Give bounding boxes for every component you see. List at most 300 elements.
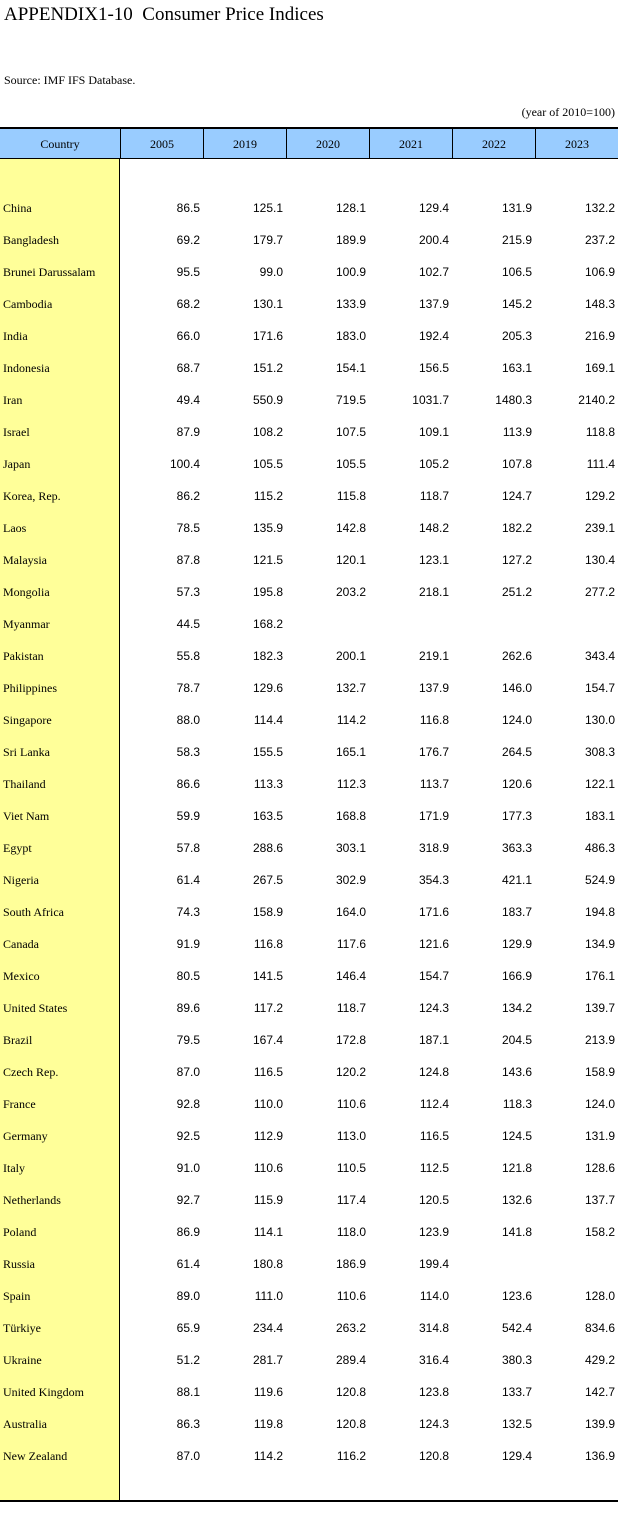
value-cell-2021: 354.3 (418, 873, 449, 887)
value-cell-2020: 120.2 (335, 1065, 366, 1079)
value-cell-2022 (462, 1248, 532, 1280)
table-row (0, 672, 618, 704)
value-cell-2019: 116.5 (253, 1065, 283, 1079)
value-cell-2023: 158.9 (584, 1065, 615, 1079)
value-cell-2023: 158.2 (584, 1225, 615, 1239)
value-cell-2021: 219.1 (418, 649, 449, 663)
header-2023: 2023 (535, 129, 618, 158)
value-cell-2005: 51.2 (176, 1353, 200, 1367)
value-cell-2005: 92.5 (176, 1129, 200, 1143)
value-cell-2021: 316.4 (418, 1353, 449, 1367)
value-cell-2022: 264.5 (501, 745, 532, 759)
value-cell-2019: 130.1 (252, 297, 283, 311)
value-cell-2020: 110.5 (336, 1161, 366, 1175)
value-cell-2023: 154.7 (584, 681, 615, 695)
value-cell-2020: 719.5 (335, 393, 366, 407)
value-cell-2022: 132.5 (501, 1417, 532, 1431)
value-cell-2020: 200.1 (335, 649, 366, 663)
value-cell-2020: 142.8 (335, 521, 366, 535)
value-cell-2020: 112.3 (336, 777, 366, 791)
country-name: China (3, 201, 32, 215)
value-cell-2020: 168.8 (335, 809, 366, 823)
value-cell-2022: 113.9 (502, 425, 532, 439)
country-name: Japan (3, 457, 31, 471)
value-cell-2022: 204.5 (501, 1033, 532, 1047)
value-cell-2019: 281.7 (252, 1353, 283, 1367)
table-row (0, 928, 618, 960)
table-row (0, 480, 618, 512)
value-cell-2005: 61.4 (176, 1257, 200, 1271)
value-cell-2019: 113.3 (253, 777, 283, 791)
country-name: Brazil (3, 1033, 33, 1047)
value-cell-2022: 141.8 (501, 1225, 532, 1239)
value-cell-2023: 213.9 (584, 1033, 615, 1047)
country-name: Pakistan (3, 649, 44, 663)
value-cell-2021: 116.8 (419, 713, 449, 727)
value-cell-2005: 44.5 (176, 617, 200, 631)
table-row (0, 1216, 618, 1248)
value-cell-2023: 136.9 (584, 1449, 615, 1463)
table-row (0, 1152, 618, 1184)
value-cell-2021: 123.8 (418, 1385, 449, 1399)
page-title: APPENDIX1-10 Consumer Price Indices (4, 4, 324, 25)
value-cell-2023: 128.6 (584, 1161, 615, 1175)
value-cell-2021: 314.8 (418, 1321, 449, 1335)
value-cell-2023 (545, 608, 615, 640)
cpi-table (0, 127, 618, 1502)
value-cell-2005: 86.3 (176, 1417, 200, 1431)
value-cell-2019: 116.8 (253, 937, 283, 951)
country-name: United States (3, 1001, 68, 1015)
value-cell-2022: 421.1 (501, 873, 532, 887)
value-cell-2020: 117.4 (336, 1193, 366, 1207)
value-cell-2019: 110.0 (253, 1097, 283, 1111)
value-cell-2019: 267.5 (252, 873, 283, 887)
value-cell-2020: 114.2 (336, 713, 366, 727)
value-cell-2021: 124.8 (418, 1065, 449, 1079)
value-cell-2021 (379, 608, 449, 640)
value-cell-2020: 100.9 (335, 265, 366, 279)
value-cell-2023: 129.2 (584, 489, 615, 503)
value-cell-2005: 100.4 (169, 457, 200, 471)
table-row (0, 864, 618, 896)
value-cell-2022: 133.7 (501, 1385, 532, 1399)
value-cell-2005: 68.7 (176, 361, 200, 375)
value-cell-2020: 115.8 (336, 489, 366, 503)
table-header (0, 129, 618, 159)
value-cell-2023: 486.3 (584, 841, 615, 855)
value-cell-2005: 66.0 (176, 329, 200, 343)
value-cell-2021: 200.4 (418, 233, 449, 247)
value-cell-2022: 107.8 (501, 457, 532, 471)
value-cell-2019: 158.9 (252, 905, 283, 919)
value-cell-2023: 118.8 (585, 425, 615, 439)
value-cell-2023: 277.2 (584, 585, 615, 599)
table-row (0, 1376, 618, 1408)
value-cell-2020: 303.1 (335, 841, 366, 855)
value-cell-2005: 86.9 (176, 1225, 200, 1239)
value-cell-2021: 148.2 (418, 521, 449, 535)
value-cell-2022: 215.9 (501, 233, 532, 247)
country-name: Netherlands (3, 1193, 61, 1207)
value-cell-2020: 118.0 (336, 1225, 366, 1239)
table-row (0, 704, 618, 736)
table-body (0, 192, 618, 1472)
value-cell-2023: 142.7 (584, 1385, 615, 1399)
value-cell-2020: 120.1 (335, 553, 366, 567)
value-cell-2023: 134.9 (584, 937, 615, 951)
value-cell-2022: 182.2 (501, 521, 532, 535)
country-name: Thailand (3, 777, 46, 791)
value-cell-2005: 87.0 (176, 1065, 200, 1079)
value-cell-2020: 132.7 (335, 681, 366, 695)
value-cell-2023: 239.1 (584, 521, 615, 535)
value-cell-2023: 834.6 (584, 1321, 615, 1335)
value-cell-2019: 151.2 (252, 361, 283, 375)
table-row (0, 832, 618, 864)
value-cell-2023: 106.9 (584, 265, 615, 279)
value-cell-2022: 205.3 (501, 329, 532, 343)
value-cell-2022: 106.5 (501, 265, 532, 279)
value-cell-2023: 128.0 (584, 1289, 615, 1303)
value-cell-2020: 128.1 (335, 201, 366, 215)
header-2005: 2005 (120, 129, 203, 158)
value-cell-2019: 182.3 (252, 649, 283, 663)
country-name: New Zealand (3, 1449, 68, 1463)
country-name: Russia (3, 1257, 36, 1271)
value-cell-2023: 130.4 (584, 553, 615, 567)
value-cell-2005: 92.7 (176, 1193, 200, 1207)
value-cell-2023: 122.1 (584, 777, 615, 791)
value-cell-2005: 87.0 (176, 1449, 200, 1463)
value-cell-2020: 186.9 (335, 1257, 366, 1271)
value-cell-2005: 55.8 (176, 649, 200, 663)
value-cell-2005: 87.9 (176, 425, 200, 439)
value-cell-2022: 542.4 (501, 1321, 532, 1335)
country-name: Australia (3, 1417, 47, 1431)
value-cell-2020: 116.2 (336, 1449, 366, 1463)
header-2021: 2021 (369, 129, 452, 158)
value-cell-2019: 234.4 (252, 1321, 283, 1335)
value-cell-2005: 57.8 (176, 841, 200, 855)
value-cell-2022: 251.2 (501, 585, 532, 599)
value-cell-2022: 120.6 (501, 777, 532, 791)
table-row (0, 1344, 618, 1376)
value-cell-2023: 216.9 (584, 329, 615, 343)
value-cell-2005: 89.0 (176, 1289, 200, 1303)
value-cell-2021: 199.4 (418, 1257, 449, 1271)
value-cell-2020: 172.8 (335, 1033, 366, 1047)
value-cell-2021: 123.9 (418, 1225, 449, 1239)
country-name: Sri Lanka (3, 745, 50, 759)
value-cell-2021: 192.4 (418, 329, 449, 343)
value-cell-2021: 318.9 (418, 841, 449, 855)
value-cell-2019: 135.9 (252, 521, 283, 535)
value-cell-2020: 105.5 (335, 457, 366, 471)
value-cell-2020: 110.6 (336, 1097, 366, 1111)
value-cell-2005: 65.9 (176, 1321, 200, 1335)
value-cell-2021: 113.7 (419, 777, 449, 791)
value-cell-2023: 130.0 (584, 713, 615, 727)
value-cell-2021: 129.4 (418, 201, 449, 215)
value-cell-2020: 117.6 (336, 937, 366, 951)
value-cell-2022: 121.8 (501, 1161, 532, 1175)
value-cell-2022: 124.0 (501, 713, 532, 727)
country-name: Bangladesh (3, 233, 59, 247)
value-cell-2005: 68.2 (176, 297, 200, 311)
table-row (0, 512, 618, 544)
value-cell-2021: 1031.7 (412, 393, 449, 407)
table-row (0, 896, 618, 928)
value-cell-2022: 132.6 (501, 1193, 532, 1207)
table-row (0, 224, 618, 256)
value-cell-2023: 308.3 (584, 745, 615, 759)
value-cell-2022: 118.3 (502, 1097, 532, 1111)
table-row (0, 1120, 618, 1152)
value-cell-2022: 1480.3 (495, 393, 532, 407)
value-cell-2020: 146.4 (335, 969, 366, 983)
table-row (0, 960, 618, 992)
value-cell-2020: 203.2 (335, 585, 366, 599)
value-cell-2023: 148.3 (584, 297, 615, 311)
value-cell-2005: 78.7 (176, 681, 200, 695)
value-cell-2020 (296, 608, 366, 640)
value-cell-2019: 171.6 (252, 329, 283, 343)
table-row (0, 1440, 618, 1472)
value-cell-2023: 169.1 (584, 361, 615, 375)
value-cell-2020: 107.5 (335, 425, 366, 439)
country-name: Singapore (3, 713, 52, 727)
value-cell-2022: 183.7 (501, 905, 532, 919)
value-cell-2005: 86.6 (176, 777, 200, 791)
value-cell-2019: 114.1 (253, 1225, 283, 1239)
value-cell-2021: 137.9 (418, 681, 449, 695)
value-cell-2022: 134.2 (501, 1001, 532, 1015)
country-name: Korea, Rep. (3, 489, 61, 503)
header-2022: 2022 (452, 129, 535, 158)
value-cell-2005: 74.3 (176, 905, 200, 919)
country-name: United Kingdom (3, 1385, 84, 1399)
country-name: Cambodia (3, 297, 53, 311)
value-cell-2021: 118.7 (419, 489, 449, 503)
value-cell-2023: 139.7 (584, 1001, 615, 1015)
value-cell-2019: 105.5 (252, 457, 283, 471)
header-2019: 2019 (203, 129, 286, 158)
country-name: Czech Rep. (3, 1065, 59, 1079)
table-row (0, 1408, 618, 1440)
value-cell-2023: 343.4 (584, 649, 615, 663)
value-cell-2022: 143.6 (501, 1065, 532, 1079)
value-cell-2019: 119.8 (253, 1417, 283, 1431)
table-row (0, 256, 618, 288)
value-cell-2022 (462, 608, 532, 640)
value-cell-2023: 429.2 (584, 1353, 615, 1367)
value-cell-2021: 116.5 (419, 1129, 449, 1143)
table-row (0, 320, 618, 352)
value-cell-2005: 88.0 (176, 713, 200, 727)
value-cell-2019: 108.2 (252, 425, 283, 439)
country-name: Viet Nam (3, 809, 50, 823)
value-cell-2021: 218.1 (418, 585, 449, 599)
country-name: Philippines (3, 681, 58, 695)
table-row (0, 1248, 618, 1280)
value-cell-2023 (545, 1248, 615, 1280)
value-cell-2020: 164.0 (335, 905, 366, 919)
value-cell-2022: 177.3 (501, 809, 532, 823)
country-name: Iran (3, 393, 23, 407)
country-name: Spain (3, 1289, 31, 1303)
table-row (0, 800, 618, 832)
value-cell-2022: 166.9 (501, 969, 532, 983)
table-row (0, 416, 618, 448)
value-cell-2021: 124.3 (418, 1417, 449, 1431)
value-cell-2021: 105.2 (418, 457, 449, 471)
value-cell-2022: 129.4 (501, 1449, 532, 1463)
value-cell-2022: 129.9 (501, 937, 532, 951)
country-name: India (3, 329, 28, 343)
country-name: Germany (3, 1129, 48, 1143)
value-cell-2023: 176.1 (584, 969, 615, 983)
country-name: Indonesia (3, 361, 50, 375)
table-row (0, 640, 618, 672)
country-name: Poland (3, 1225, 37, 1239)
value-cell-2019: 125.1 (252, 201, 283, 215)
value-cell-2020: 263.2 (335, 1321, 366, 1335)
value-cell-2019: 117.2 (253, 1001, 283, 1015)
value-cell-2022: 123.6 (501, 1289, 532, 1303)
value-cell-2005: 80.5 (176, 969, 200, 983)
value-cell-2005: 49.4 (176, 393, 200, 407)
value-cell-2019: 155.5 (252, 745, 283, 759)
value-cell-2019: 110.6 (253, 1161, 283, 1175)
value-cell-2023: 139.9 (584, 1417, 615, 1431)
value-cell-2019: 167.4 (252, 1033, 283, 1047)
value-cell-2005: 91.0 (176, 1161, 200, 1175)
value-cell-2021: 120.8 (418, 1449, 449, 1463)
value-cell-2019: 163.5 (252, 809, 283, 823)
value-cell-2019: 129.6 (252, 681, 283, 695)
value-cell-2019: 115.9 (253, 1193, 283, 1207)
country-name: Brunei Darussalam (3, 265, 96, 279)
value-cell-2022: 146.0 (501, 681, 532, 695)
value-cell-2020: 302.9 (335, 873, 366, 887)
value-cell-2021: 102.7 (418, 265, 449, 279)
value-cell-2019: 141.5 (252, 969, 283, 983)
value-cell-2023: 524.9 (584, 873, 615, 887)
value-cell-2020: 118.7 (336, 1001, 366, 1015)
value-cell-2019: 168.2 (252, 617, 283, 631)
table-row (0, 608, 618, 640)
value-cell-2019: 180.8 (252, 1257, 283, 1271)
value-cell-2019: 114.2 (253, 1449, 283, 1463)
value-cell-2023: 237.2 (584, 233, 615, 247)
value-cell-2021: 123.1 (418, 553, 449, 567)
country-name: Israel (3, 425, 30, 439)
country-name: South Africa (3, 905, 64, 919)
value-cell-2021: 114.0 (419, 1289, 449, 1303)
value-cell-2021: 137.9 (418, 297, 449, 311)
value-cell-2021: 176.7 (418, 745, 449, 759)
country-name: Mexico (3, 969, 40, 983)
unit-note: (year of 2010=100) (521, 105, 615, 119)
value-cell-2022: 145.2 (501, 297, 532, 311)
country-name: Canada (3, 937, 39, 951)
value-cell-2021: 124.3 (418, 1001, 449, 1015)
table-row (0, 576, 618, 608)
table-row (0, 544, 618, 576)
table-row (0, 448, 618, 480)
value-cell-2022: 131.9 (501, 201, 532, 215)
value-cell-2020: 113.0 (336, 1129, 366, 1143)
country-name: Italy (3, 1161, 25, 1175)
table-row (0, 1056, 618, 1088)
country-name: Malaysia (3, 553, 47, 567)
value-cell-2022: 262.6 (501, 649, 532, 663)
value-cell-2019: 112.9 (253, 1129, 283, 1143)
header-country: Country (40, 137, 80, 151)
value-cell-2005: 95.5 (176, 265, 200, 279)
value-cell-2023: 183.1 (584, 809, 615, 823)
value-cell-2022: 163.1 (501, 361, 532, 375)
value-cell-2005: 86.2 (176, 489, 200, 503)
value-cell-2019: 179.7 (252, 233, 283, 247)
country-name: France (3, 1097, 36, 1111)
value-cell-2021: 154.7 (418, 969, 449, 983)
value-cell-2019: 121.5 (252, 553, 283, 567)
value-cell-2019: 195.8 (252, 585, 283, 599)
value-cell-2020: 133.9 (335, 297, 366, 311)
table-row (0, 1184, 618, 1216)
value-cell-2005: 61.4 (176, 873, 200, 887)
value-cell-2019: 114.4 (253, 713, 283, 727)
value-cell-2005: 79.5 (176, 1033, 200, 1047)
country-name: Mongolia (3, 585, 50, 599)
value-cell-2019: 119.6 (253, 1385, 283, 1399)
value-cell-2005: 87.8 (176, 553, 200, 567)
value-cell-2019: 550.9 (252, 393, 283, 407)
value-cell-2005: 91.9 (176, 937, 200, 951)
value-cell-2020: 154.1 (335, 361, 366, 375)
value-cell-2019: 115.2 (253, 489, 283, 503)
table-row (0, 768, 618, 800)
table-row (0, 384, 618, 416)
value-cell-2021: 121.6 (418, 937, 449, 951)
value-cell-2021: 171.9 (418, 809, 449, 823)
value-cell-2022: 124.7 (501, 489, 532, 503)
table-row (0, 736, 618, 768)
value-cell-2021: 187.1 (418, 1033, 449, 1047)
table-row (0, 992, 618, 1024)
value-cell-2023: 132.2 (584, 201, 615, 215)
value-cell-2021: 112.5 (419, 1161, 449, 1175)
source-note: Source: IMF IFS Database. (4, 73, 136, 87)
country-name: Myanmar (3, 617, 50, 631)
country-name: Türkiye (3, 1321, 41, 1335)
value-cell-2005: 58.3 (176, 745, 200, 759)
country-name: Egypt (3, 841, 32, 855)
value-cell-2019: 99.0 (259, 265, 283, 279)
value-cell-2005: 69.2 (176, 233, 200, 247)
table-row (0, 352, 618, 384)
table-row (0, 192, 618, 224)
value-cell-2022: 363.3 (501, 841, 532, 855)
value-cell-2020: 165.1 (335, 745, 366, 759)
value-cell-2021: 109.1 (418, 425, 449, 439)
value-cell-2023: 111.4 (586, 457, 615, 471)
value-cell-2022: 124.5 (501, 1129, 532, 1143)
value-cell-2019: 111.0 (254, 1289, 283, 1303)
value-cell-2020: 183.0 (335, 329, 366, 343)
